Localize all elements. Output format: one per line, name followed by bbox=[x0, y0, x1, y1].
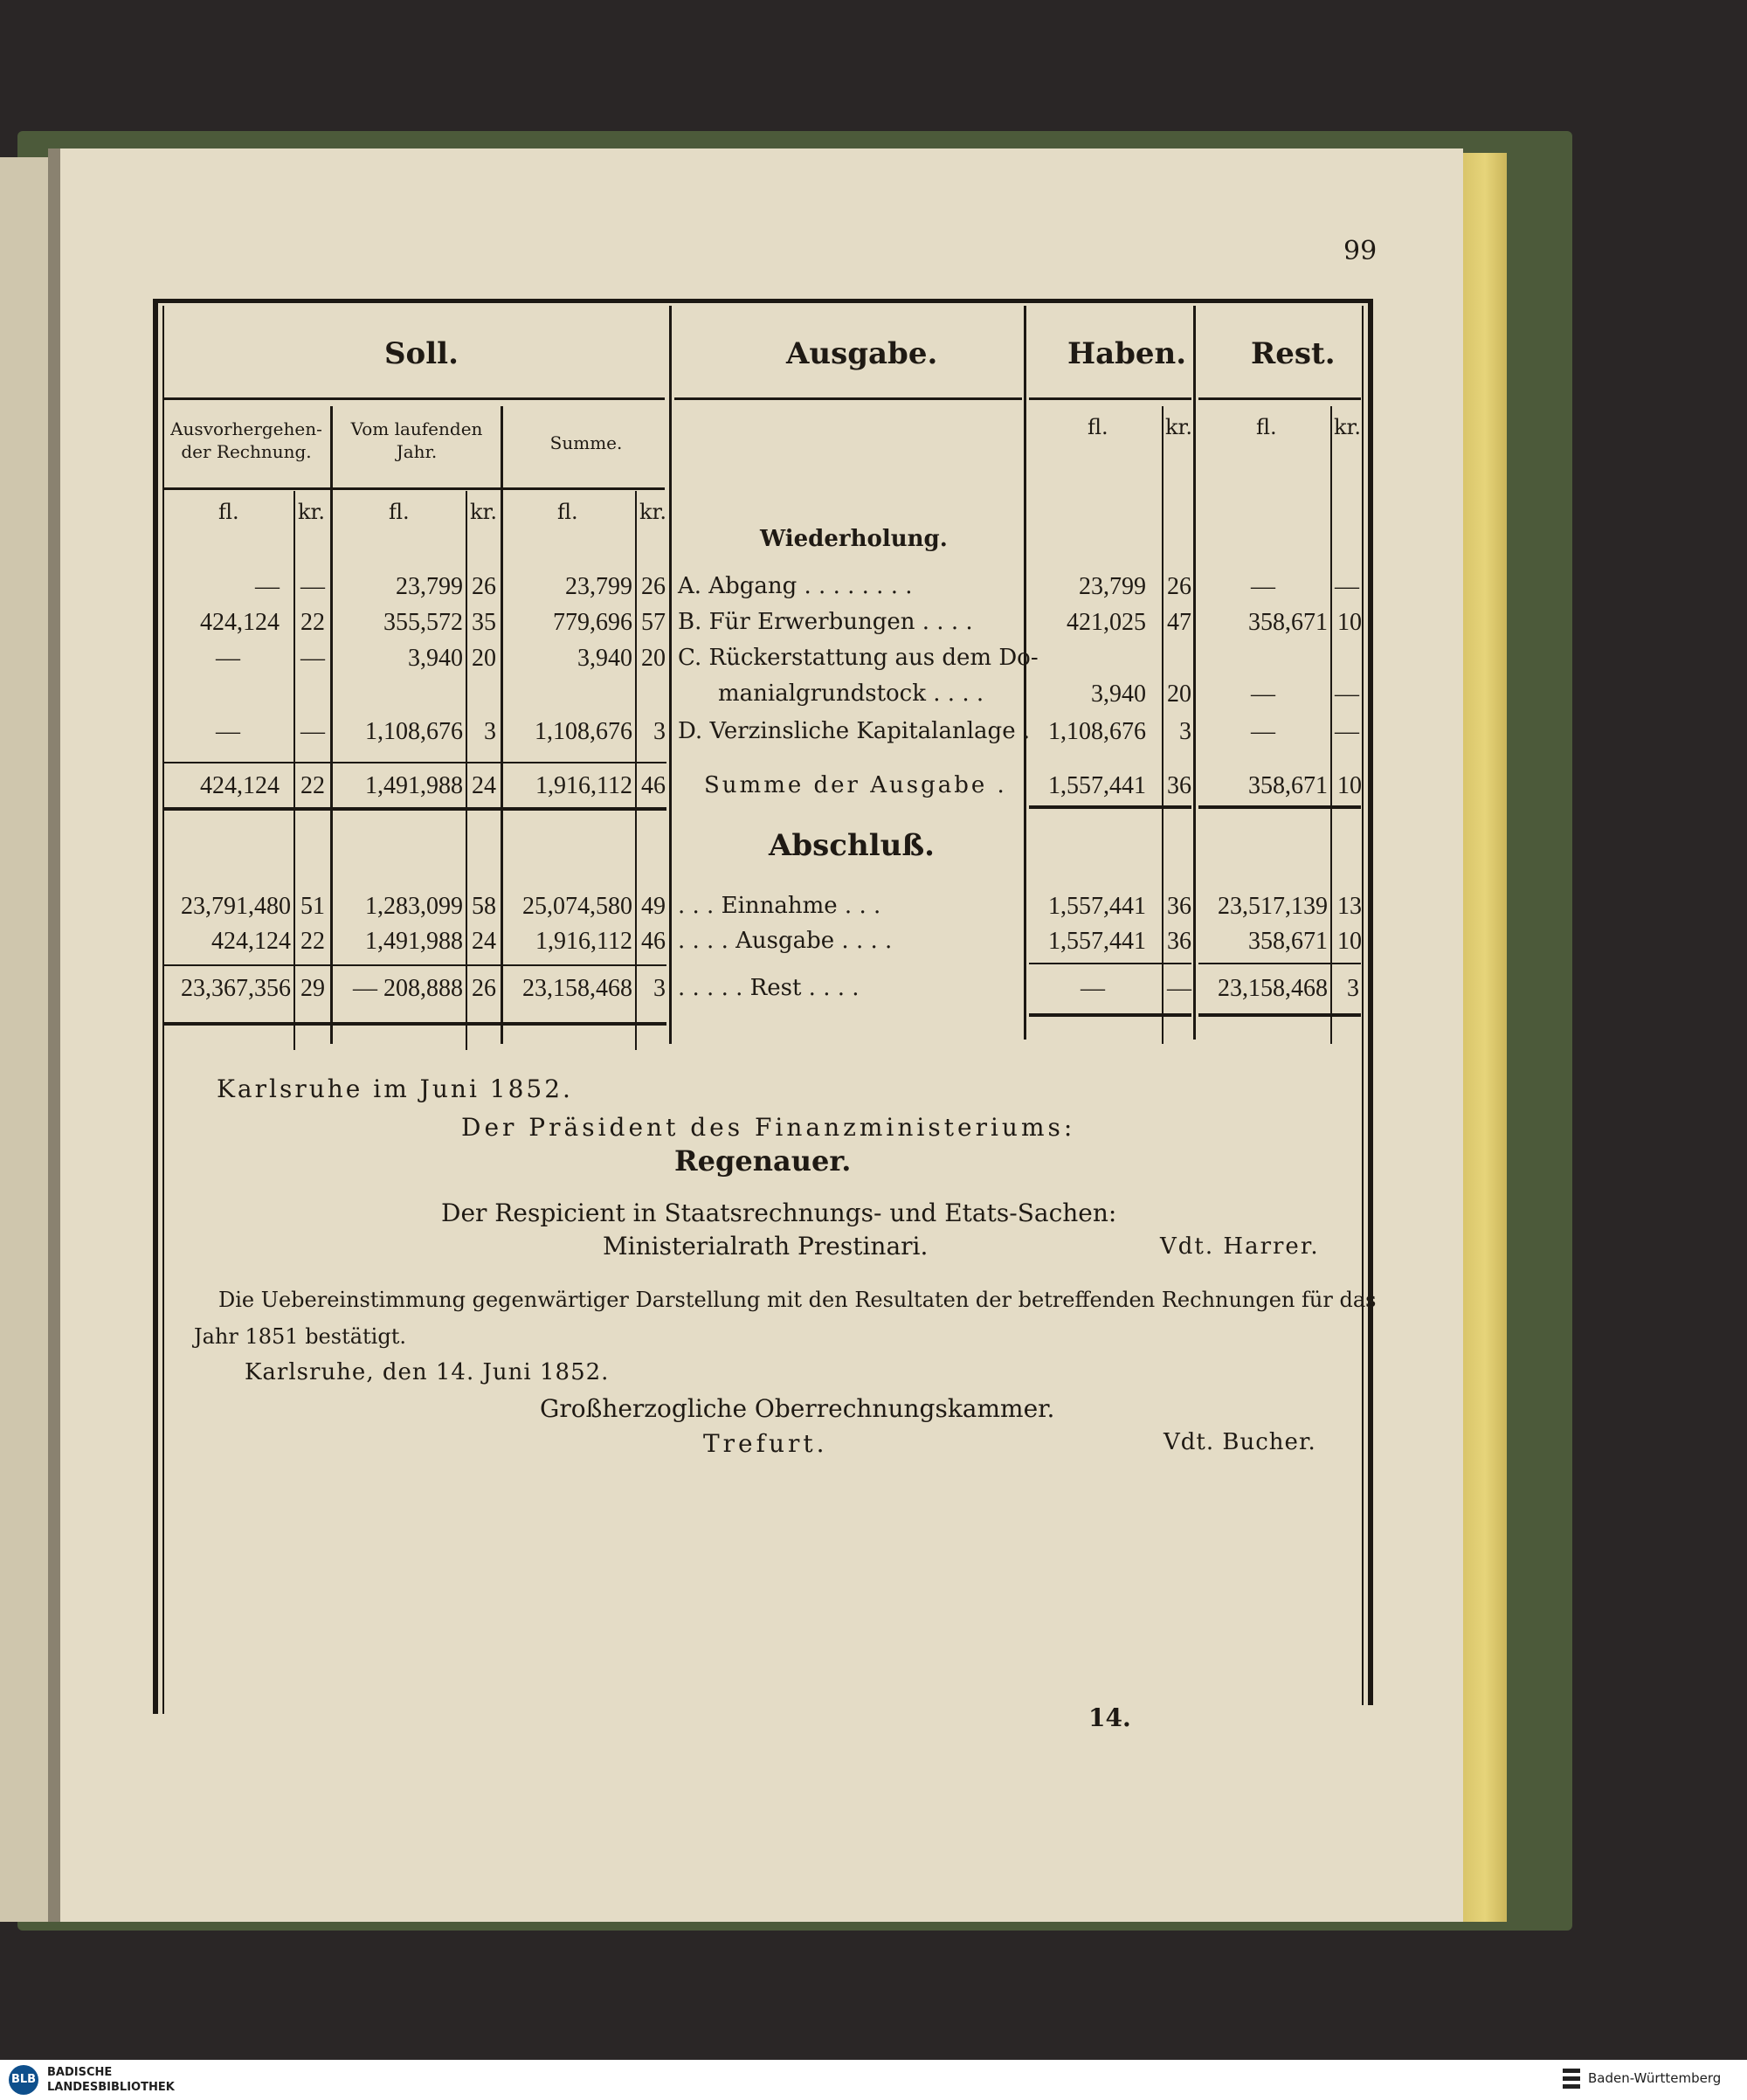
rest-top-rule-rest bbox=[1198, 963, 1361, 964]
cell-b-fl: 1,491,988 bbox=[365, 928, 463, 955]
cell-h-kr: 36 bbox=[1167, 928, 1191, 955]
cell-h-kr: — bbox=[1167, 975, 1191, 1002]
sep-soll-ausgabe bbox=[669, 306, 672, 1044]
chamber: Großherzogliche Oberrechnungskammer. bbox=[540, 1394, 1055, 1423]
cell-label: C. Rückerstattung aus dem Do- bbox=[678, 645, 1039, 671]
cell-b-fl: — 208,888 bbox=[353, 975, 463, 1002]
bw-lion-icon[interactable] bbox=[1562, 2067, 1581, 2091]
president-title: Der Präsident des Finanzministeriums: bbox=[461, 1113, 1076, 1142]
header-haben: Haben. bbox=[1067, 336, 1187, 371]
cell-c-fl: 25,074,580 bbox=[522, 893, 632, 920]
table-right-rule bbox=[1368, 299, 1373, 1705]
cell-c-fl: 23,158,468 bbox=[522, 975, 632, 1002]
cell-a-fl: 424,124 bbox=[200, 609, 280, 636]
sep-kr-rest bbox=[1330, 406, 1332, 1044]
cell-h-kr: 20 bbox=[1167, 680, 1191, 708]
cell-r-fl: 358,671 bbox=[1248, 928, 1328, 955]
cell-r-kr: — bbox=[1335, 718, 1359, 745]
cell-label: manialgrundstock . . . . bbox=[718, 680, 984, 707]
cell-b-kr: 24 bbox=[472, 928, 496, 955]
cell-r-kr: — bbox=[1335, 680, 1359, 708]
cell-r-kr: 13 bbox=[1337, 893, 1362, 920]
confirm-line-2: Jahr 1851 bestätigt. bbox=[194, 1324, 406, 1349]
header-soll: Soll. bbox=[384, 336, 459, 371]
cell-a-kr: 22 bbox=[300, 609, 325, 636]
page-number: 99 bbox=[1343, 236, 1378, 266]
cell-c-fl: 1,916,112 bbox=[535, 772, 632, 799]
table-left-rule-inner bbox=[162, 306, 164, 1714]
left-page bbox=[0, 157, 52, 1922]
fl-label-haben: fl. bbox=[1088, 415, 1108, 439]
cell-c-kr: 49 bbox=[641, 893, 666, 920]
page-gutter bbox=[48, 149, 60, 1922]
cell-b-fl: 355,572 bbox=[383, 609, 463, 636]
cell-r-kr: 10 bbox=[1337, 609, 1362, 636]
cell-c-fl: 1,916,112 bbox=[535, 928, 632, 955]
rest-top-rule-haben bbox=[1029, 963, 1191, 964]
cell-a-kr: 51 bbox=[300, 893, 325, 920]
cell-a-kr: 29 bbox=[300, 975, 325, 1002]
cell-a-fl: — bbox=[216, 645, 240, 672]
header-vom-laufenden: Vom laufenden Jahr. bbox=[350, 418, 483, 462]
blb-name[interactable] bbox=[47, 2065, 175, 2095]
cell-a-fl: — bbox=[255, 573, 280, 600]
cell-c-fl: 1,108,676 bbox=[535, 718, 632, 745]
cell-c-kr: 46 bbox=[641, 928, 666, 955]
cell-h-fl: 1,557,441 bbox=[1048, 893, 1146, 920]
fl-label-b: fl. bbox=[389, 500, 410, 524]
table-bottom-rule-haben bbox=[1029, 1013, 1191, 1017]
cell-c-kr: 57 bbox=[641, 609, 666, 636]
cell-r-fl: 358,671 bbox=[1248, 609, 1328, 636]
sep-soll-1 bbox=[330, 406, 333, 1044]
cell-b-fl: 1,491,988 bbox=[365, 772, 463, 799]
cell-label: B. Für Erwerbungen . . . . bbox=[678, 609, 973, 635]
rest-header-rule bbox=[1198, 397, 1361, 400]
vdt-harrer: Vdt. Harrer. bbox=[1160, 1233, 1320, 1260]
cell-r-kr: 10 bbox=[1337, 772, 1362, 799]
cell-h-kr: 3 bbox=[1179, 718, 1191, 745]
cell-h-fl: 23,799 bbox=[1079, 573, 1146, 600]
sep-kr-a bbox=[293, 491, 295, 1050]
cell-h-kr: 26 bbox=[1167, 573, 1191, 600]
cell-label: . . . . . Rest . . . . bbox=[678, 975, 860, 1001]
cell-label: D. Verzinsliche Kapitalanlage . bbox=[678, 718, 1031, 744]
cell-b-kr: 26 bbox=[472, 975, 496, 1002]
sum-bottom-rule-rest bbox=[1198, 805, 1361, 809]
fl-label-rest: fl. bbox=[1256, 415, 1277, 439]
cell-h-fl: — bbox=[1081, 975, 1105, 1002]
kr-label-c: kr. bbox=[639, 500, 667, 524]
bw-label[interactable]: Baden-Württemberg bbox=[1588, 2070, 1722, 2086]
section-abschluss: Abschluß. bbox=[769, 828, 936, 863]
cell-a-kr: 22 bbox=[300, 928, 325, 955]
cell-c-kr: 3 bbox=[653, 975, 666, 1002]
sep-ausgabe-haben bbox=[1024, 306, 1026, 1040]
ausgabe-header-rule bbox=[674, 397, 1022, 400]
cell-a-fl: 424,124 bbox=[211, 928, 291, 955]
cell-c-kr: 46 bbox=[641, 772, 666, 799]
respicient-title: Der Respicient in Staatsrechnungs- und Etats-Sachen: bbox=[441, 1199, 1117, 1227]
cell-c-fl: 3,940 bbox=[577, 645, 632, 672]
cell-a-kr: — bbox=[300, 645, 325, 672]
place-date-2: Karlsruhe, den 14. Juni 1852. bbox=[245, 1359, 610, 1385]
cell-b-kr: 58 bbox=[472, 893, 496, 920]
cell-b-kr: 26 bbox=[472, 573, 496, 600]
cell-h-fl: 1,557,441 bbox=[1048, 772, 1146, 799]
cell-r-fl: 23,517,139 bbox=[1218, 893, 1328, 920]
cell-b-kr: 24 bbox=[472, 772, 496, 799]
cell-a-fl: — bbox=[216, 718, 240, 745]
respicient-name: Ministerialrath Prestinari. bbox=[603, 1232, 929, 1261]
sep-soll-2 bbox=[501, 406, 503, 1044]
cell-b-fl: 23,799 bbox=[396, 573, 463, 600]
cell-b-fl: 1,108,676 bbox=[365, 718, 463, 745]
section-wiederholung: Wiederholung. bbox=[760, 526, 948, 552]
cell-h-kr: 47 bbox=[1167, 609, 1191, 636]
kr-label-a: kr. bbox=[298, 500, 326, 524]
cell-c-kr: 26 bbox=[641, 573, 666, 600]
table-right-rule-inner bbox=[1362, 306, 1364, 1705]
table-bottom-rule-rest bbox=[1198, 1013, 1361, 1017]
cell-b-fl: 1,283,099 bbox=[365, 893, 463, 920]
cell-h-fl: 421,025 bbox=[1067, 609, 1146, 636]
cell-h-fl: 3,940 bbox=[1091, 680, 1146, 708]
footer-bar bbox=[0, 2060, 1747, 2100]
rest-top-rule bbox=[164, 964, 666, 966]
fl-label-c: fl. bbox=[557, 500, 578, 524]
header-summe: Summe. bbox=[549, 432, 623, 453]
cell-b-kr: 3 bbox=[484, 718, 496, 745]
cell-h-kr: 36 bbox=[1167, 772, 1191, 799]
sum-bottom-rule bbox=[164, 807, 666, 811]
cell-r-kr: 10 bbox=[1337, 928, 1362, 955]
blb-logo[interactable]: BLB bbox=[9, 2065, 38, 2095]
cell-label: Summe der Ausgabe . bbox=[704, 772, 1007, 798]
chamber-name: Trefurt. bbox=[703, 1429, 828, 1458]
blb-line-1: BADISCHE bbox=[47, 2066, 113, 2079]
header-ausgabe: Ausgabe. bbox=[786, 336, 938, 371]
soll-header-rule bbox=[162, 397, 665, 400]
sep-kr-c bbox=[635, 491, 637, 1050]
cell-h-fl: 1,108,676 bbox=[1048, 718, 1146, 745]
confirm-line-1: Die Uebereinstimmung gegenwärtiger Darstellung mit den Resultaten der betreffenden Rechnungen für das bbox=[218, 1288, 1377, 1312]
cell-a-kr: — bbox=[300, 718, 325, 745]
header-aus-vorher: Ausvorhergehen- der Rechnung. bbox=[170, 418, 322, 462]
cell-r-fl: — bbox=[1251, 718, 1275, 745]
page-edge bbox=[1463, 153, 1507, 1922]
cell-b-kr: 35 bbox=[472, 609, 496, 636]
blb-line-2: LANDESBIBLIOTHEK bbox=[47, 2081, 175, 2094]
kr-label-b: kr. bbox=[470, 500, 498, 524]
cell-label: . . . . Ausgabe . . . . bbox=[678, 928, 893, 954]
kr-label-rest: kr. bbox=[1334, 415, 1362, 439]
haben-header-rule bbox=[1029, 397, 1191, 400]
sum-top-rule bbox=[164, 762, 666, 763]
cell-c-kr: 3 bbox=[653, 718, 666, 745]
president-name: Regenauer. bbox=[674, 1144, 852, 1178]
kr-label-haben: kr. bbox=[1165, 415, 1193, 439]
header-rest: Rest. bbox=[1251, 336, 1336, 371]
cell-label: . . . Einnahme . . . bbox=[678, 893, 881, 919]
cell-r-fl: 23,158,468 bbox=[1218, 975, 1328, 1002]
soll-subheader-rule bbox=[162, 487, 665, 490]
cell-h-kr: 36 bbox=[1167, 893, 1191, 920]
cell-r-kr: — bbox=[1335, 573, 1359, 600]
sum-bottom-rule-haben bbox=[1029, 805, 1191, 809]
sep-haben-rest bbox=[1193, 306, 1196, 1040]
cell-a-kr: — bbox=[300, 573, 325, 600]
cell-a-fl: 424,124 bbox=[200, 772, 280, 799]
cell-r-fl: 358,671 bbox=[1248, 772, 1328, 799]
cell-r-fl: — bbox=[1251, 680, 1275, 708]
vdt-bucher: Vdt. Bucher. bbox=[1164, 1429, 1316, 1455]
sep-kr-haben bbox=[1162, 406, 1164, 1044]
table-top-rule bbox=[153, 299, 1371, 303]
cell-r-kr: 3 bbox=[1347, 975, 1359, 1002]
cell-h-fl: 1,557,441 bbox=[1048, 928, 1146, 955]
cell-c-fl: 779,696 bbox=[553, 609, 632, 636]
fl-label-a: fl. bbox=[218, 500, 239, 524]
footer-page-number: 14. bbox=[1088, 1703, 1131, 1732]
cell-c-fl: 23,799 bbox=[565, 573, 632, 600]
table-left-rule bbox=[153, 299, 158, 1714]
cell-a-fl: 23,367,356 bbox=[181, 975, 291, 1002]
page bbox=[48, 149, 1463, 1922]
cell-b-fl: 3,940 bbox=[408, 645, 463, 672]
place-date-1: Karlsruhe im Juni 1852. bbox=[217, 1074, 573, 1103]
cell-a-kr: 22 bbox=[300, 772, 325, 799]
sep-kr-b bbox=[466, 491, 467, 1050]
cell-c-kr: 20 bbox=[641, 645, 666, 672]
cell-a-fl: 23,791,480 bbox=[181, 893, 291, 920]
table-bottom-rule bbox=[164, 1022, 666, 1026]
cell-r-fl: — bbox=[1251, 573, 1275, 600]
cell-label: A. Abgang . . . . . . . . bbox=[678, 573, 913, 599]
cell-b-kr: 20 bbox=[472, 645, 496, 672]
